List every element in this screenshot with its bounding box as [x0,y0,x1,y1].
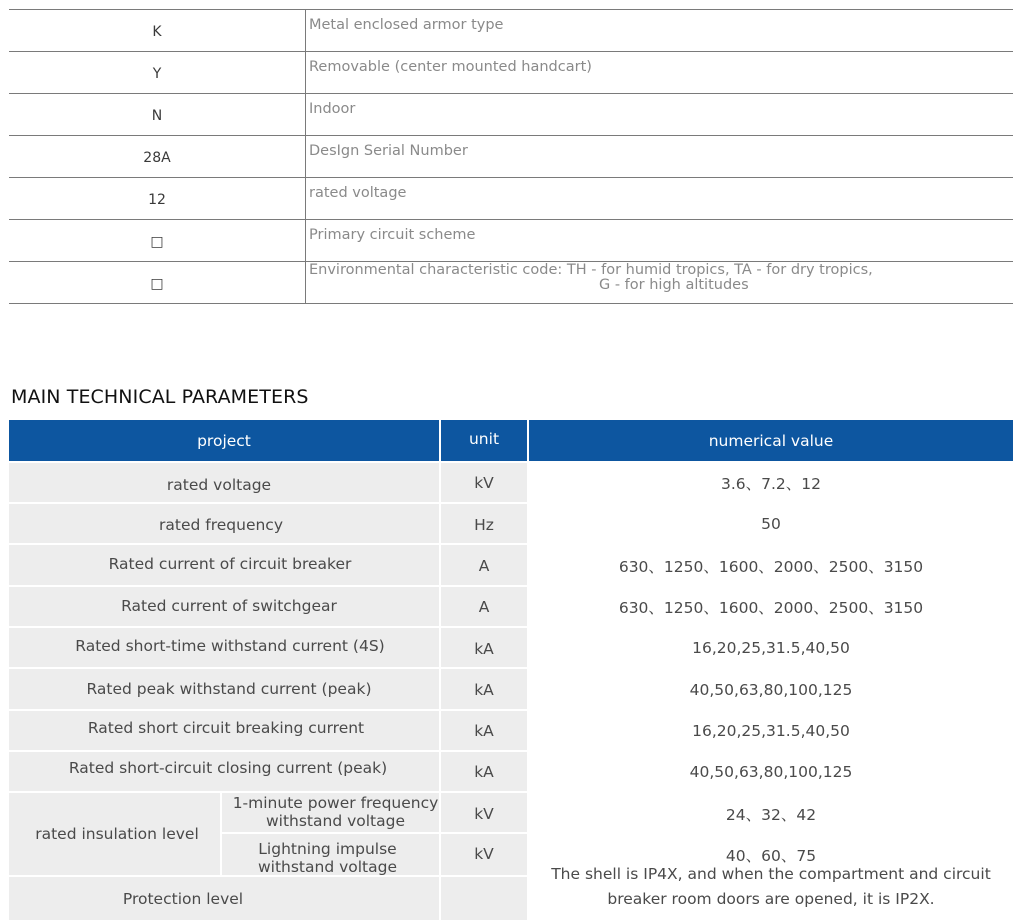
section-title: MAIN TECHNICAL PARAMETERS [11,386,309,408]
row-unit: A [478,597,490,616]
insulation-sub-power-frequency [222,792,449,832]
parameters-table [9,420,1013,920]
code-description: Metal enclosed armor type [309,17,504,33]
code-key: 28A [143,149,171,166]
code-row [9,93,1013,135]
header-unit: unit [441,420,527,461]
insulation-sub-line: Lightning impulse [258,840,397,858]
insulation-sub-lightning-impulse [222,838,433,878]
column-divider [305,94,306,135]
code-description [309,263,873,293]
code-description: Indoor [309,101,356,117]
row-project: Rated peak withstand current (peak) [86,679,372,698]
row-value: 630、1250、1600、2000、2500、3150 [618,598,924,617]
column-divider [305,136,306,177]
code-description: DesIgn Serial Number [309,143,468,159]
code-key: K [152,23,162,40]
code-key: □ [150,275,164,292]
code-key: Y [152,65,162,82]
row-unit: A [478,557,490,575]
protection-value-line: The shell is IP4X, and when the compartment and circuit [551,865,991,883]
row-unit: kA [474,721,494,740]
row-unit: kA [474,681,494,699]
row-value: 16,20,25,31.5,40,50 [692,638,850,657]
protection-label: Protection level [122,890,244,908]
row-value: 40,50,63,80,100,125 [689,762,853,781]
code-row [9,219,1013,261]
insulation-sub-line: withstand voltage [265,812,406,830]
header-project: project [9,420,439,461]
insulation-label: rated insulation level [35,825,199,843]
row-unit: kA [474,639,494,658]
code-row [9,9,1013,51]
code-key: N [151,107,163,124]
code-description-line: G - for high altitudes [599,277,749,293]
insulation-sub-line: 1-minute power frequency [232,794,439,812]
row-project: Rated short-time withstand current (4S) [75,636,385,655]
row-project: Rated short-circuit closing current (peak) [68,758,388,777]
code-key: 12 [148,191,166,208]
model-code-table [9,9,1013,304]
code-description: rated voltage [309,185,407,201]
row-project: Rated current of switchgear [121,596,337,615]
column-divider [305,262,306,303]
row-project: rated voltage [166,475,272,494]
code-key: □ [150,233,164,250]
column-divider [305,10,306,51]
code-row [9,177,1013,219]
row-value: 50 [761,514,781,533]
row-unit: kA [474,762,494,781]
code-description: Removable (center mounted handcart) [309,59,592,75]
column-divider [305,178,306,219]
row-project: Rated current of circuit breaker [108,554,352,573]
code-description: Primary circuit scheme [309,227,476,243]
protection-value [529,862,1013,912]
code-row [9,51,1013,93]
header-numerical-value: numerical value [529,420,1013,461]
row-project: rated frequency [159,515,283,534]
row-value: 630、1250、1600、2000、2500、3150 [618,558,924,576]
row-value: 16,20,25,31.5,40,50 [692,721,850,740]
code-row [9,135,1013,177]
insulation-unit: kV [474,804,494,823]
insulation-value: 24、32、42 [725,805,817,824]
insulation-value: 40、60、75 [725,847,817,865]
row-value: 40,50,63,80,100,125 [689,681,853,699]
row-unit: Hz [474,515,494,534]
code-description-line: Environmental characteristic code: TH - for humid tropics, TA - for dry tropics, [309,262,873,278]
row-project: Rated short circuit breaking current [87,718,365,737]
row-unit: kV [474,473,494,492]
protection-value-line: breaker room doors are opened, it is IP2X. [607,890,935,908]
column-divider [305,52,306,93]
code-row [9,261,1013,304]
insulation-unit: kV [474,845,494,863]
row-value: 3.6、7.2、12 [720,474,822,493]
column-divider [305,220,306,261]
insulation-sub-line: withstand voltage [257,858,398,876]
